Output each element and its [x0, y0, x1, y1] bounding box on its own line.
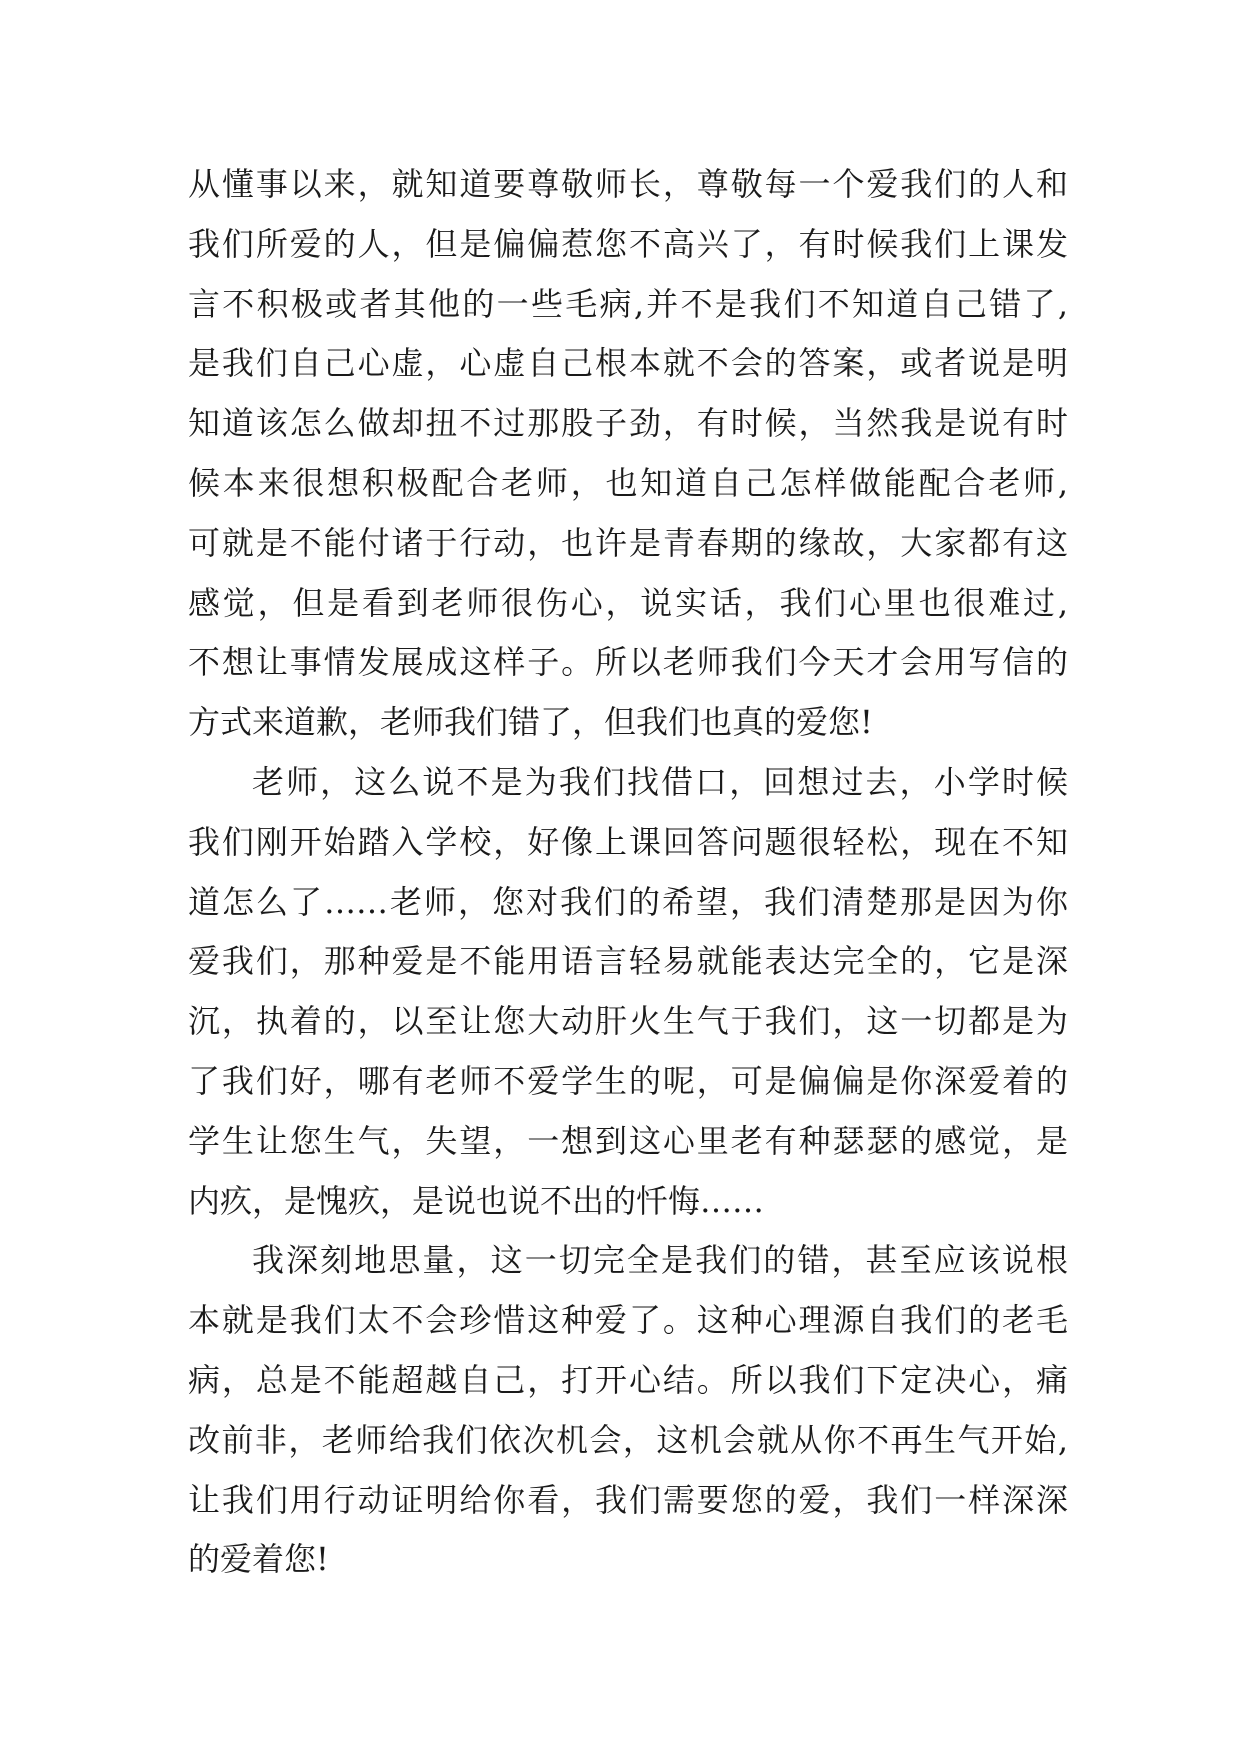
text-line: 学生让您生气，失望，一想到这心里老有种瑟瑟的感觉，是 [188, 1121, 1068, 1160]
text-line: 是我们自己心虚，心虚自己根本就不会的答案，或者说是明 [188, 344, 1068, 383]
text-line: 病，总是不能超越自己，打开心结。所以我们下定决心，痛 [188, 1360, 1068, 1399]
text-line: 的爱着您! [188, 1540, 329, 1579]
text-line: 我们刚开始踏入学校，好像上课回答问题很轻松，现在不知 [188, 822, 1068, 861]
paragraph-3 [188, 1231, 1068, 1590]
text-line: 内疚，是愧疚，是说也说不出的忏悔…… [188, 1181, 765, 1220]
text-line: 让我们用行动证明给你看，我们需要您的爱，我们一样深深 [188, 1480, 1068, 1519]
text-line: 爱我们，那种爱是不能用语言轻易就能表达完全的，它是深 [188, 942, 1068, 981]
text-line: 候本来很想积极配合老师，也知道自己怎样做能配合老师, [188, 463, 1068, 502]
text-line: 道怎么了……老师，您对我们的希望，我们清楚那是因为你 [188, 882, 1068, 921]
text-line: 从懂事以来，就知道要尊敬师长，尊敬每一个爱我们的人和 [188, 165, 1068, 203]
paragraph-1 [188, 155, 1068, 753]
text-line: 改前非，老师给我们依次机会，这机会就从你不再生气开始, [188, 1420, 1068, 1459]
text-line: 老师，这么说不是为我们找借口，回想过去，小学时候 [252, 762, 1068, 801]
text-line: 方式来道歉，老师我们错了，但我们也真的爱您! [188, 703, 873, 742]
text-line: 我们所爱的人，但是偏偏惹您不高兴了，有时候我们上课发 [188, 224, 1068, 263]
text-line: 沉，执着的，以至让您大动肝火生气于我们，这一切都是为 [188, 1002, 1068, 1041]
text-line: 知道该怎么做却扭不过那股子劲，有时候，当然我是说有时 [188, 404, 1068, 443]
body-text [188, 155, 1068, 1590]
text-line: 不想让事情发展成这样子。所以老师我们今天才会用写信的 [188, 643, 1068, 682]
text-line: 了我们好，哪有老师不爱学生的呢，可是偏偏是你深爱着的 [188, 1061, 1068, 1100]
text-line: 言不积极或者其他的一些毛病,并不是我们不知道自己错了, [188, 284, 1068, 323]
paragraph-2 [188, 753, 1068, 1231]
text-line: 我深刻地思量，这一切完全是我们的错，甚至应该说根 [252, 1241, 1068, 1280]
text-line: 可就是不能付诸于行动，也许是青春期的缘故，大家都有这 [188, 523, 1068, 562]
text-line: 感觉，但是看到老师很伤心，说实话，我们心里也很难过, [188, 583, 1068, 622]
text-line: 本就是我们太不会珍惜这种爱了。这种心理源自我们的老毛 [188, 1301, 1068, 1340]
